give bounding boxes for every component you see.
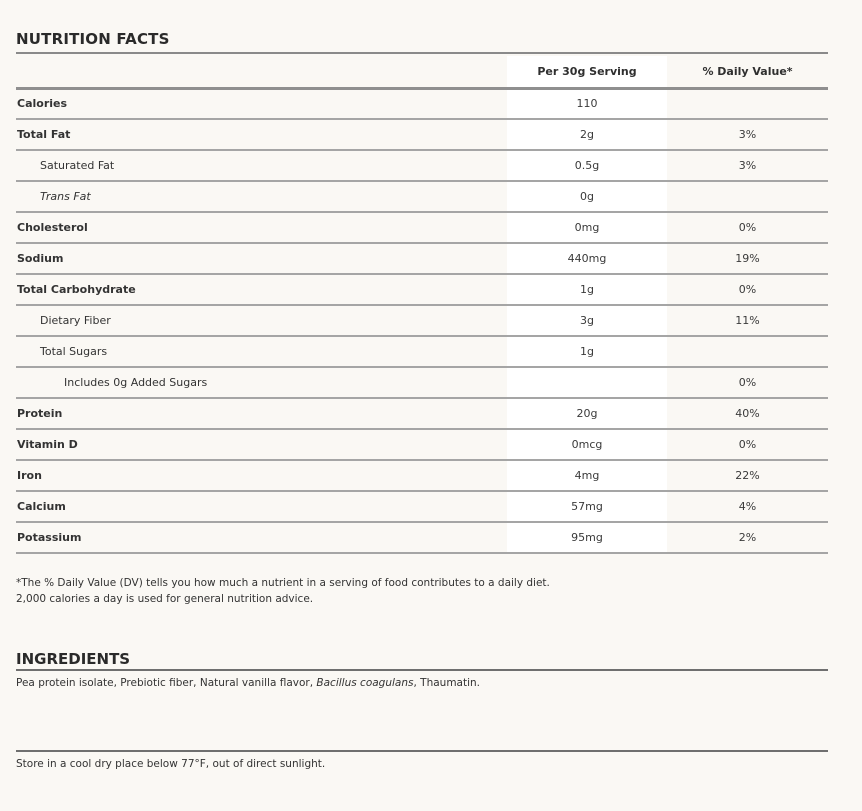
footnote-line-2: 2,000 calories a day is used for general nutrition advice. [16,593,314,605]
nutrient-name: Calories [16,88,507,119]
table-row [16,491,828,522]
storage-instructions: Store in a cool dry place below 77°F, out of direct sunlight. [16,758,326,770]
nutrient-amount: 95mg [507,522,667,553]
nutrient-daily-value: 0% [667,367,828,398]
table-row [16,336,828,367]
table-row [16,305,828,336]
nutrient-amount: 1g [507,336,667,367]
nutrition-facts-title: NUTRITION FACTS [16,30,170,48]
table-body [16,88,828,553]
title-divider [16,52,828,54]
nutrient-amount: 20g [507,398,667,429]
nutrient-amount: 57mg [507,491,667,522]
daily-value-footnote [16,575,828,607]
nutrient-daily-value: 19% [667,243,828,274]
nutrient-daily-value: 2% [667,522,828,553]
nutrient-daily-value: 3% [667,119,828,150]
nutrient-name: Saturated Fat [16,150,507,181]
nutrient-name: Calcium [16,491,507,522]
nutrient-daily-value [667,181,828,212]
nutrition-table [16,56,828,554]
nutrient-amount: 2g [507,119,667,150]
nutrient-amount: 110 [507,88,667,119]
nutrient-name: Includes 0g Added Sugars [16,367,507,398]
nutrient-amount: 0mcg [507,429,667,460]
nutrient-daily-value: 0% [667,429,828,460]
nutrient-amount: 1g [507,274,667,305]
nutrient-name: Iron [16,460,507,491]
header-per-serving: Per 30g Serving [507,56,667,88]
nutrient-amount: 3g [507,305,667,336]
table-row [16,522,828,553]
ingredients-title: INGREDIENTS [16,650,131,668]
header-daily-value: % Daily Value* [667,56,828,88]
table-row [16,212,828,243]
storage-divider [16,750,828,752]
ingredients-text-end: , Thaumatin. [413,677,481,689]
nutrient-name: Total Carbohydrate [16,274,507,305]
nutrient-amount: 0mg [507,212,667,243]
ingredients-text-start: Pea protein isolate, Prebiotic fiber, Natural vanilla flavor, [16,677,317,689]
nutrient-name: Trans Fat [16,181,507,212]
nutrient-name: Potassium [16,522,507,553]
table-row [16,88,828,119]
ingredients-divider [16,669,828,671]
nutrient-amount: 0g [507,181,667,212]
nutrient-name: Sodium [16,243,507,274]
table-row [16,243,828,274]
nutrient-name: Total Sugars [16,336,507,367]
nutrient-daily-value: 40% [667,398,828,429]
nutrient-daily-value: 22% [667,460,828,491]
nutrient-daily-value: 3% [667,150,828,181]
table-row [16,367,828,398]
nutrient-daily-value: 0% [667,212,828,243]
nutrient-daily-value: 0% [667,274,828,305]
nutrient-daily-value [667,336,828,367]
nutrient-name: Cholesterol [16,212,507,243]
nutrient-daily-value: 11% [667,305,828,336]
nutrient-daily-value [667,88,828,119]
nutrient-amount [507,367,667,398]
nutrient-daily-value: 4% [667,491,828,522]
nutrient-amount: 0.5g [507,150,667,181]
table-row [16,429,828,460]
nutrient-name: Protein [16,398,507,429]
table-row [16,398,828,429]
nutrient-amount: 4mg [507,460,667,491]
footnote-line-1: *The % Daily Value (DV) tells you how much a nutrient in a serving of food contributes to a daily diet. [16,577,550,589]
table-row [16,274,828,305]
nutrient-name: Vitamin D [16,429,507,460]
table-header-row [16,56,828,88]
nutrient-name: Dietary Fiber [16,305,507,336]
table-row [16,150,828,181]
header-nutrient [16,56,507,88]
table-row [16,119,828,150]
nutrient-name: Total Fat [16,119,507,150]
table-row [16,181,828,212]
ingredients-list [16,677,828,689]
nutrient-amount: 440mg [507,243,667,274]
table-row [16,460,828,491]
ingredients-text-italic: Bacillus coagulans [316,677,414,689]
